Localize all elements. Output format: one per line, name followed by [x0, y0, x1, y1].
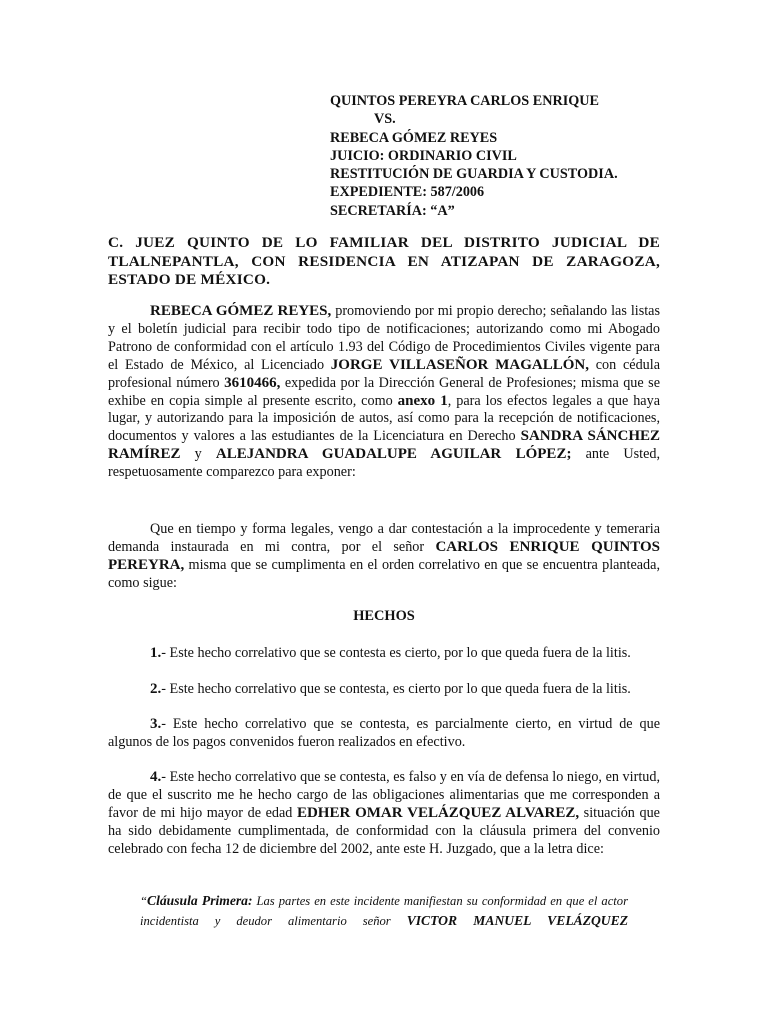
matter-line: RESTITUCIÓN DE GUARDIA Y CUSTODIA.: [330, 166, 618, 183]
petitioner-name: REBECA GÓMEZ REYES,: [150, 303, 332, 319]
fact-text: - Este hecho correlativo que se contesta es cierto, por lo que queda fuera de la litis.: [161, 645, 631, 661]
intro-text-3: expedida por la Dirección General de Profesiones; misma que se exhibe en copia simple al presente escrito, como: [108, 374, 660, 409]
fact-4-text-2: situación que ha sido debidamente cumplimentada, de conformidad con la cláusula primera del convenio celebrado con fecha 12 de diciembre del 2002, ante este H. Juzgado, que a la letra dice:: [108, 804, 660, 857]
fact-3: [108, 716, 660, 752]
fact-2: [108, 681, 660, 699]
fact-text: - Este hecho correlativo que se contesta, es cierto por lo que queda fuera de la litis.: [161, 681, 631, 697]
fact-text: - Este hecho correlativo que se contesta, es parcialmente cierto, en virtud de que algunos de los pagos convenidos fueron realizados en efectivo.: [108, 716, 660, 750]
versus-line: VS.: [374, 111, 396, 128]
facts-heading: HECHOS: [353, 608, 415, 624]
fact-number: 2.: [150, 681, 162, 697]
son-name: EDHER OMAR VELÁZQUEZ ALVAREZ,: [296, 804, 580, 821]
defendant-line: REBECA GÓMEZ REYES: [330, 129, 498, 146]
student-name-1: SANDRA SÁNCHEZ RAMÍREZ: [108, 428, 660, 463]
intro-text-6: ante Usted, respetuosamente comparezco para exponer:: [108, 446, 661, 481]
fact-number: 4.: [150, 769, 162, 785]
license-number: 3610466,: [224, 374, 281, 391]
case-caption: [330, 92, 618, 220]
debtor-name: VICTOR MANUEL VELÁZQUEZ: [406, 913, 628, 928]
intro-paragraph: [108, 303, 660, 482]
quoted-clause: [140, 891, 628, 931]
intro-text-1: promoviendo por mi propio derecho; señalando las listas y el boletín judicial para recibir todo tipo de notificaciones; autorizando como mi Abogado Patrono de conformidad con el artículo 1.93 del Código de Procedimientos Civiles vigente para el Estado de México, al Licenciado: [108, 303, 660, 373]
plaintiff-line: QUINTOS PEREYRA CARLOS ENRIQUE: [330, 93, 599, 109]
fact-number: 3.: [150, 716, 162, 732]
intro-text-2: con cédula profesional número: [108, 356, 660, 391]
file-number-line: EXPEDIENTE: 587/2006: [330, 184, 485, 201]
intro-text-4: , para los efectos legales a que haya lugar, y autorizando para la imposición de autos, así como para la recepción de notificaciones, documentos y valores a las estudiantes de la Licenciatura en Derecho: [108, 392, 660, 445]
quote-open-mark: “: [140, 894, 148, 908]
fact-1: [108, 645, 660, 663]
student-name-2: ALEJANDRA GUADALUPE AGUILAR LÓPEZ;: [215, 446, 572, 463]
judge-addressee: C. JUEZ QUINTO DE LO FAMILIAR DEL DISTRITO JUDICIAL DE TLALNEPANTLA, CON RESIDENCIA EN ATIZAPAN DE ZARAGOZA, ESTADO DE MÉXICO.: [108, 234, 660, 289]
answer-paragraph: [108, 521, 660, 593]
fact-number: 1.: [150, 645, 162, 661]
clause-label: Cláusula Primera:: [147, 893, 253, 908]
plaintiff-name: CARLOS ENRIQUE QUINTOS PEREYRA,: [108, 538, 660, 573]
lawyer-name: JORGE VILLASEÑOR MAGALLÓN,: [330, 356, 590, 373]
trial-type-line: JUICIO: ORDINARIO CIVIL: [330, 147, 517, 164]
answer-text-1: Que en tiempo y forma legales, vengo a dar contestación a la improcedente y temeraria demanda instaurada en mi contra, por el señor: [108, 521, 660, 555]
fact-4-text-1: - Este hecho correlativo que se contesta, es falso y en vía de defensa lo niego, en virtud, de que el suscrito me he hecho cargo de las obligaciones alimentarias que me corresponden a favor de mi hijo mayor de edad: [108, 769, 660, 821]
clause-text: Las partes en este incidente manifiestan su conformidad en que el actor incidentista y deudor alimentario señor: [140, 894, 628, 928]
secretary-line: SECRETARÍA: “A”: [330, 202, 455, 219]
intro-text-5: y: [180, 446, 216, 463]
annex-reference: anexo 1: [397, 392, 448, 409]
fact-4: [108, 769, 660, 859]
answer-text-2: misma que se cumplimenta en el orden correlativo en que se encuentra planteada, como sigue:: [108, 556, 660, 591]
